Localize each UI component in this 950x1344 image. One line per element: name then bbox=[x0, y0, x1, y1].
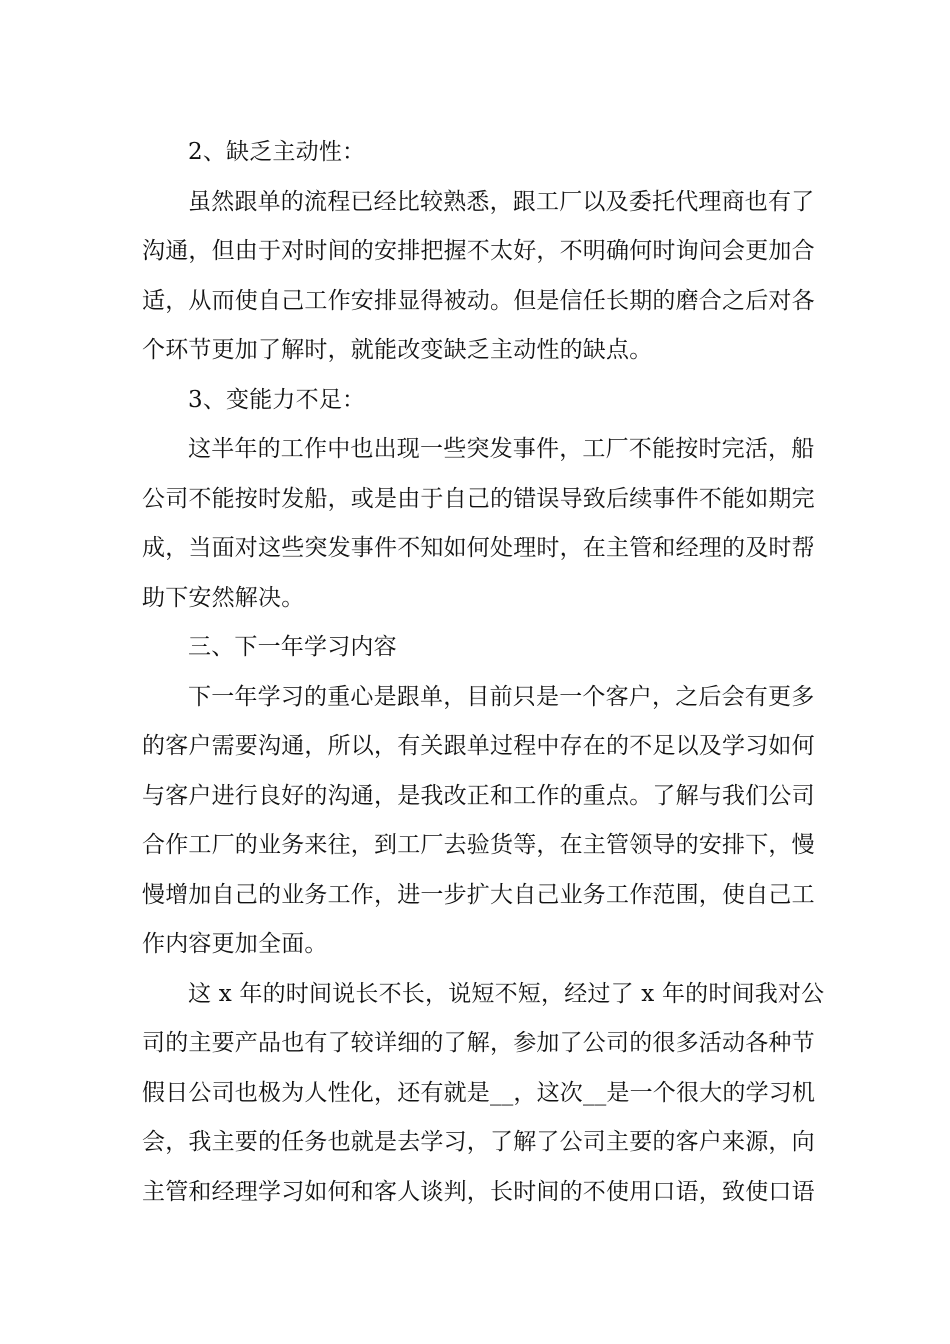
paragraph-line: 适，从而使自己工作安排显得被动。但是信任长期的磨合之后对各 bbox=[142, 287, 815, 314]
paragraph-line: 个环节更加了解时，就能改变缺乏主动性的缺点。 bbox=[142, 337, 653, 363]
paragraph-line: 假日公司也极为人性化，还有就是__，这次__是一个很大的学习机 bbox=[142, 1079, 816, 1106]
paragraph-line: 司的主要产品也有了较详细的了解，参加了公司的很多活动各种节 bbox=[142, 1030, 815, 1056]
paragraph-line: 沟通，但由于对时间的安排把握不太好，不明确何时询问会更加合 bbox=[142, 238, 815, 264]
paragraph-line: 会，我主要的任务也就是去学习，了解了公司主要的客户来源，向 bbox=[142, 1129, 815, 1155]
paragraph-line: 助下安然解决。 bbox=[142, 584, 305, 611]
paragraph-line: 合作工厂的业务来往，到工厂去验货等，在主管领导的安排下，慢 bbox=[142, 832, 815, 858]
document-body bbox=[142, 128, 825, 1217]
heading-lack-of-initiative: 2、缺乏主动性： bbox=[188, 139, 366, 165]
paragraph-line: 主管和经理学习如何和客人谈判，长时间的不使用口语，致使口语 bbox=[142, 1178, 815, 1205]
paragraph-line: 下一年学习的重心是跟单，目前只是一个客户，之后会有更多 bbox=[188, 683, 815, 710]
paragraph-line: 慢增加自己的业务工作，进一步扩大自己业务工作范围，使自己工 bbox=[142, 881, 815, 908]
heading-insufficient-adaptability: 3、变能力不足： bbox=[188, 386, 366, 413]
paragraph-line: 公司不能按时发船，或是由于自己的错误导致后续事件不能如期完 bbox=[142, 485, 815, 512]
paragraph-line: 成，当面对这些突发事件不知如何处理时，在主管和经理的及时帮 bbox=[142, 535, 815, 561]
paragraph-line: 虽然跟单的流程已经比较熟悉，跟工厂以及委托代理商也有了 bbox=[188, 188, 815, 215]
paragraph-line: 作内容更加全面。 bbox=[142, 931, 328, 957]
paragraph-line: 这半年的工作中也出现一些突发事件，工厂不能按时完活，船 bbox=[188, 436, 815, 462]
heading-next-year-study: 三、下一年学习内容 bbox=[188, 634, 397, 660]
paragraph-line: 这 x 年的时间说长不长，说短不短，经过了 x 年的时间我对公 bbox=[188, 980, 825, 1007]
paragraph-line: 与客户进行良好的沟通，是我改正和工作的重点。了解与我们公司 bbox=[142, 782, 815, 809]
paragraph-line: 的客户需要沟通，所以，有关跟单过程中存在的不足以及学习如何 bbox=[142, 733, 815, 759]
